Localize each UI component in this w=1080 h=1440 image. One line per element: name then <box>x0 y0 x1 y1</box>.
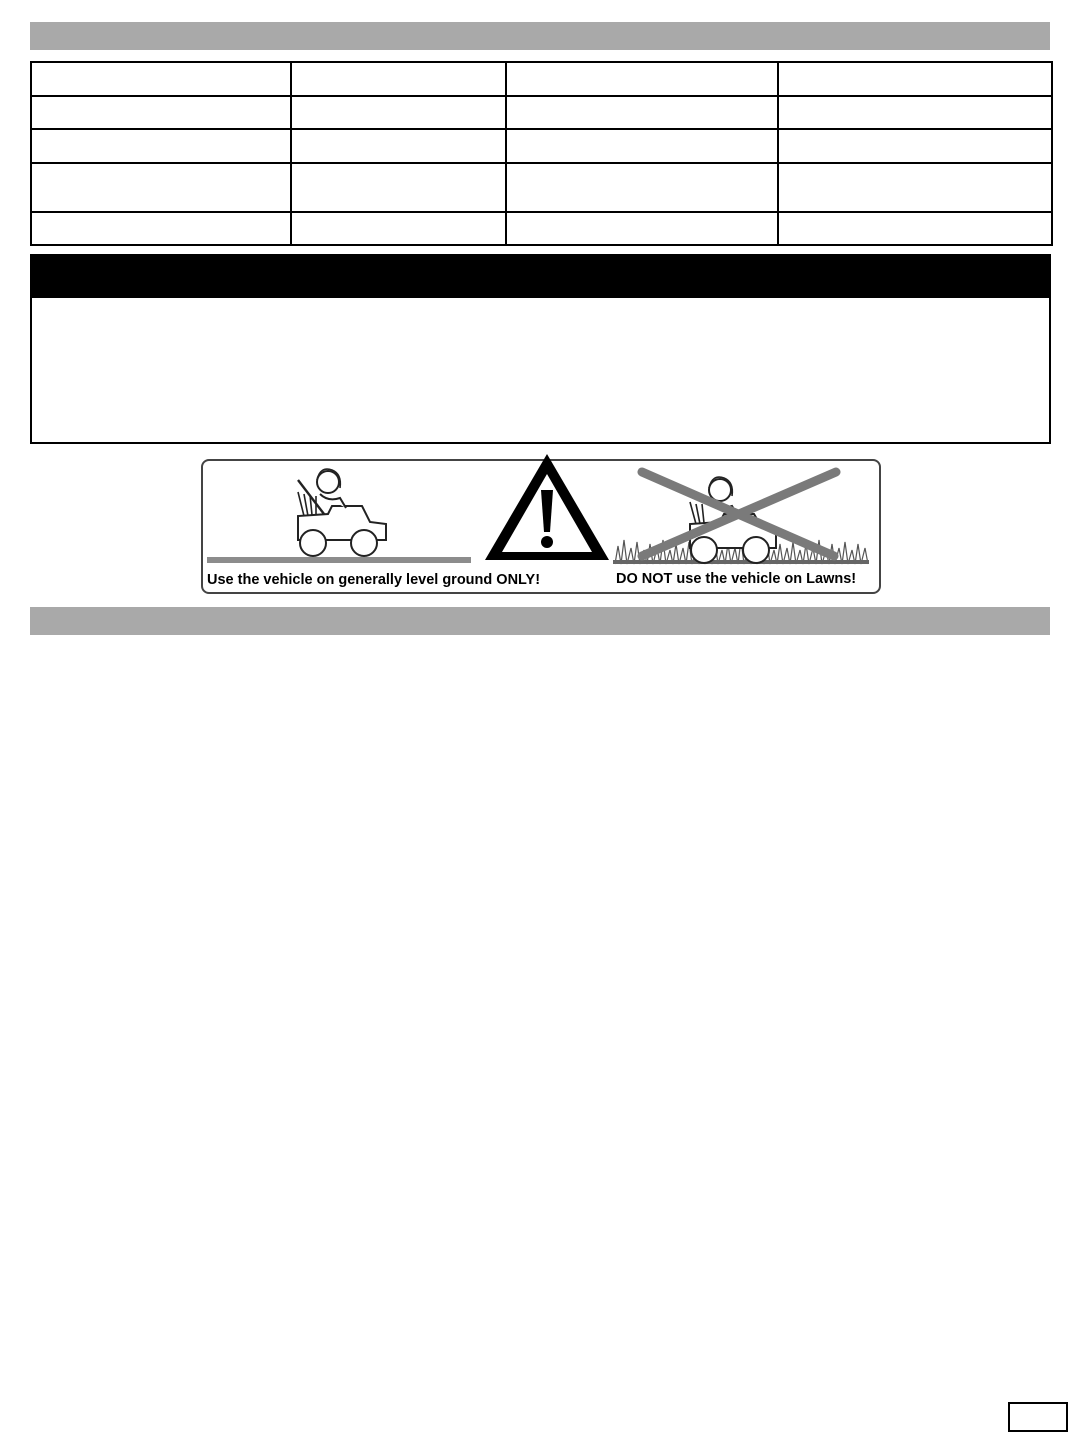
table-cell <box>778 62 1052 96</box>
table-row <box>31 163 1052 212</box>
level-ground-caption: Use the vehicle on generally level ground ONLY! <box>207 572 541 588</box>
table-cell <box>778 212 1052 245</box>
table-cell <box>506 96 778 129</box>
warning-header <box>32 256 1049 298</box>
table-cell <box>291 163 506 212</box>
table-cell <box>291 212 506 245</box>
page-number-box <box>1008 1402 1068 1432</box>
table-cell <box>291 96 506 129</box>
table-cell <box>506 62 778 96</box>
table-cell <box>31 129 291 163</box>
table-cell <box>31 212 291 245</box>
table-row <box>31 62 1052 96</box>
table-cell <box>778 129 1052 163</box>
table-cell <box>506 129 778 163</box>
table-cell <box>778 96 1052 129</box>
table-row <box>31 212 1052 245</box>
table-row <box>31 129 1052 163</box>
level-ground-warning-graphic <box>200 452 882 596</box>
table-cell <box>31 163 291 212</box>
section-header-bar <box>30 607 1050 635</box>
table-row <box>31 96 1052 129</box>
table-cell <box>291 129 506 163</box>
section-header-bar <box>30 22 1050 50</box>
warning-box <box>30 254 1051 444</box>
table-cell <box>31 96 291 129</box>
table-cell <box>31 62 291 96</box>
table-cell <box>506 212 778 245</box>
table-cell <box>506 163 778 212</box>
spec-table <box>30 61 1053 246</box>
table-cell <box>291 62 506 96</box>
table-cell <box>778 163 1052 212</box>
no-lawns-caption: DO NOT use the vehicle on Lawns! <box>616 571 857 587</box>
